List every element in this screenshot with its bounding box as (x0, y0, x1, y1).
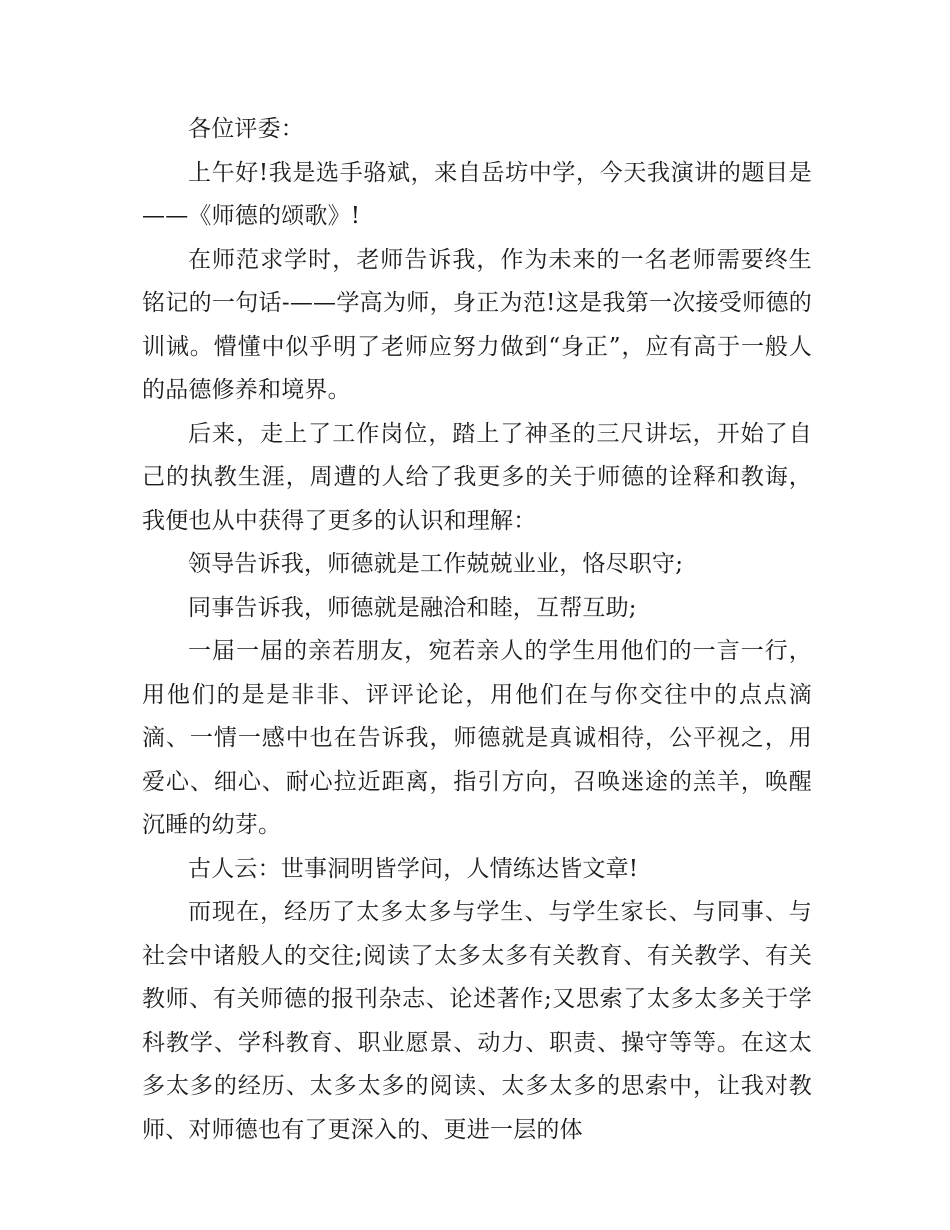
paragraph-ancient-saying: 古人云：世事洞明皆学问，人情练达皆文章! (188, 855, 639, 882)
paragraph-now: 而现在，经历了太多太多与学生、与学生家长、与同事、与社会中诸般人的交往;阅读了太多太多有关教育、有关教学、有关教师、有关师德的报刊杂志、论述著作;又思索了太多太多关于学科教学、学科教育、职业愿景、动力、职责、操守等等。在这太多太多的经历、太多太多的阅读、太多太多的思索中，让我对教师、对师德也有了更深入的、更进一层的体 (142, 899, 812, 1143)
paragraph-normal-school: 在师范求学时，老师告诉我，作为未来的一名老师需要终生铭记的一句话-——学高为师，身正为范!这是我第一次接受师德的训诫。懵懂中似乎明了老师应努力做到“身正”，应有高于一般人的品德修养和境界。 (142, 246, 812, 403)
paragraph-colleague: 同事告诉我，师德就是融洽和睦，互帮互助; (188, 594, 637, 621)
paragraph-career-start: 后来，走上了工作岗位，踏上了神圣的三尺讲坛，开始了自己的执教生涯，周遭的人给了我更多的关于师德的诠释和教诲，我便也从中获得了更多的认识和理解： (142, 420, 812, 534)
document-body (142, 108, 812, 1152)
paragraph-salutation: 各位评委： (188, 116, 304, 142)
paragraph-greeting: 上午好!我是选手骆斌，来自岳坊中学，今天我演讲的题目是——《师德的颂歌》! (142, 159, 812, 229)
paragraph-students: 一届一届的亲若朋友，宛若亲人的学生用他们的一言一行，用他们的是是非非、评评论论，用他们在与你交往中的点点滴滴、一情一感中也在告诉我，师德就是真诚相待，公平视之，用爱心、细心、耐心拉近距离，指引方向，召唤迷途的羔羊，唤醒沉睡的幼芽。 (142, 638, 812, 838)
paragraph-leader: 领导告诉我，师德就是工作兢兢业业，恪尽职守; (188, 551, 684, 577)
